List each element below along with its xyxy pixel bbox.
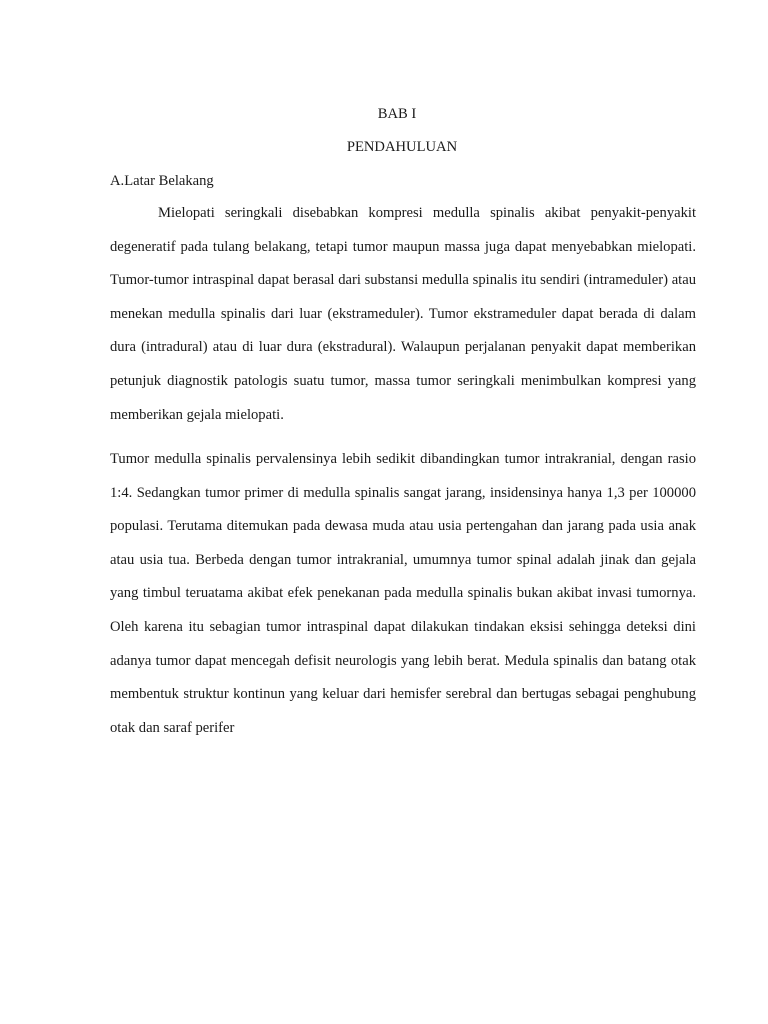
chapter-heading: BAB I	[377, 106, 417, 122]
paragraph-1: Mielopati seringkali disebabkan kompresi medulla spinalis akibat penyakit-penyakit degeneratif pada tulang belakang, tetapi tumor maupun massa juga dapat menyebabkan mielopati. Tumor-tumor intraspinal dapat berasal dari substansi medulla spinalis itu sendiri (intrameduler) atau menekan medulla spinalis dari luar (ekstrameduler). Tumor ekstrameduler dapat berada di dalam dura (intradural) atau di luar dura (ekstradural). Walaupun perjalanan penyakit dapat memberikan petunjuk diagnostik patologis suatu tumor, massa tumor seringkali menimbulkan kompresi yang memberikan gejala mielopati.	[110, 205, 696, 423]
chapter-title: PENDAHULUAN	[346, 139, 458, 155]
paragraph-2: Tumor medulla spinalis pervalensinya lebih sedikit dibandingkan tumor intrakranial, dengan rasio 1:4. Sedangkan tumor primer di medulla spinalis sangat jarang, insidensinya hanya 1,3 per 100000 populasi. Terutama ditemukan pada dewasa muda atau usia pertengahan dan jarang pada usia anak atau usia tua. Berbeda dengan tumor intrakranial, umumnya tumor spinal adalah jinak dan gejala yang timbul teruatama akibat efek penekanan pada medulla spinalis bukan akibat invasi tumornya. Oleh karena itu sebagian tumor intraspinal dapat dilakukan tindakan eksisi sehingga deteksi dini adanya tumor dapat mencegah defisit neurologis yang lebih berat. Medula spinalis dan batang otak membentuk struktur kontinun yang keluar dari hemisfer serebral dan bertugas sebagai penghubung otak dan saraf perifer	[110, 451, 696, 736]
section-title: A.Latar Belakang	[110, 173, 214, 189]
